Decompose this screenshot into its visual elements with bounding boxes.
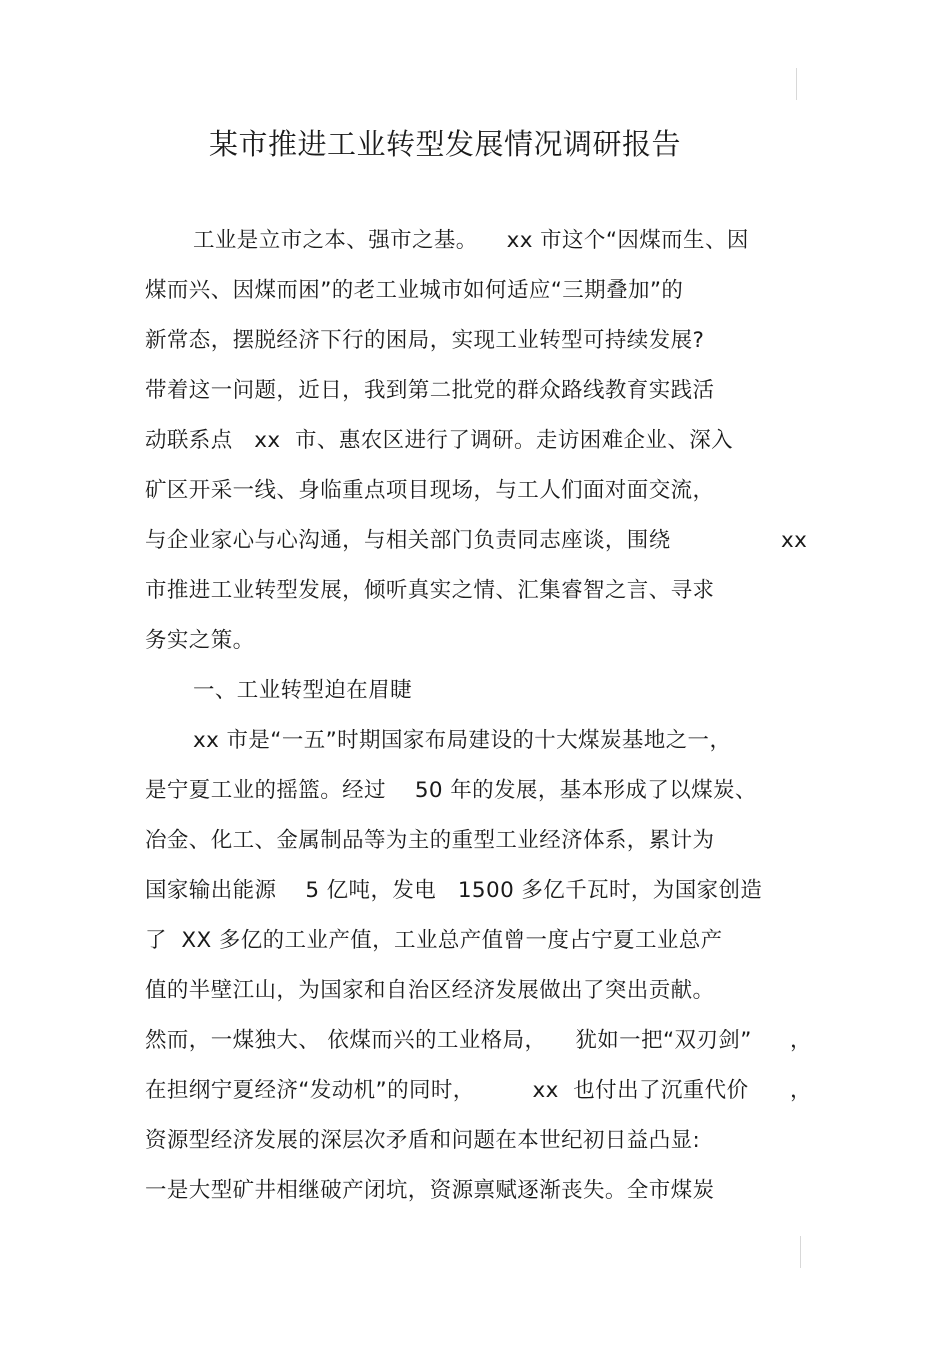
page-corner-mark bbox=[800, 1236, 801, 1268]
section-heading: 一、工业转型迫在眉睫 bbox=[193, 678, 413, 703]
paragraph-line: 资源型经济发展的深层次矛盾和问题在本世纪初日益凸显: bbox=[145, 1128, 701, 1153]
paragraph-line: 动联系点 xx 市、惠农区进行了调研。走访困难企业、深入 bbox=[145, 428, 734, 453]
paragraph-line: 新常态，摆脱经济下行的困局，实现工业转型可持续发展? bbox=[145, 328, 705, 353]
paragraph-line: 值的半壁江山，为国家和自治区经济发展做出了突出贡献。 bbox=[145, 978, 715, 1003]
paragraph-line: 冶金、化工、金属制品等为主的重型工业经济体系，累计为 bbox=[145, 828, 715, 853]
paragraph-line: 一是大型矿井相继破产闭坑，资源禀赋逐渐丧失。全市煤炭 bbox=[145, 1178, 715, 1203]
paragraph-line-fragment: ， bbox=[790, 1078, 812, 1103]
paragraph-line: 务实之策。 bbox=[145, 628, 255, 653]
paragraph-line: 在担纲宁夏经济“发动机”的同时， xx 也付出了沉重代价 bbox=[145, 1078, 749, 1103]
paragraph-line: 是宁夏工业的摇篮。经过 50 年的发展，基本形成了以煤炭、 bbox=[145, 778, 757, 803]
paragraph-line: 国家输出能源 5 亿吨，发电 1500 多亿千瓦时，为国家创造 bbox=[145, 878, 763, 903]
paragraph-line: 与企业家心与心沟通，与相关部门负责同志座谈，围绕 bbox=[145, 528, 671, 553]
paragraph-line: 然而，一煤独大、 依煤而兴的工业格局， 犹如一把“双刃剑” bbox=[145, 1028, 752, 1053]
paragraph-line: xx 市是“一五”时期国家布局建设的十大煤炭基地之一， bbox=[193, 728, 732, 753]
paragraph-line: 工业是立市之本、强市之基。 xx 市这个“因煤而生、因 bbox=[193, 228, 749, 253]
paragraph-line-fragment: xx bbox=[781, 528, 808, 553]
page-title: 某市推进工业转型发展情况调研报告 bbox=[208, 127, 681, 161]
paragraph-line: 煤而兴、因煤而困”的老工业城市如何适应“三期叠加”的 bbox=[145, 278, 684, 303]
paragraph-line: 了 XX 多亿的工业产值，工业总产值曾一度占宁夏工业总产 bbox=[145, 928, 723, 953]
paragraph-line: 矿区开采一线、身临重点项目现场，与工人们面对面交流， bbox=[145, 478, 715, 503]
paragraph-line: 市推进工业转型发展，倾听真实之情、汇集睿智之言、寻求 bbox=[145, 578, 715, 603]
paragraph-line-fragment: ， bbox=[790, 1028, 812, 1053]
paragraph-line: 带着这一问题，近日，我到第二批党的群众路线教育实践活 bbox=[145, 378, 715, 403]
page-corner-mark bbox=[796, 68, 797, 100]
